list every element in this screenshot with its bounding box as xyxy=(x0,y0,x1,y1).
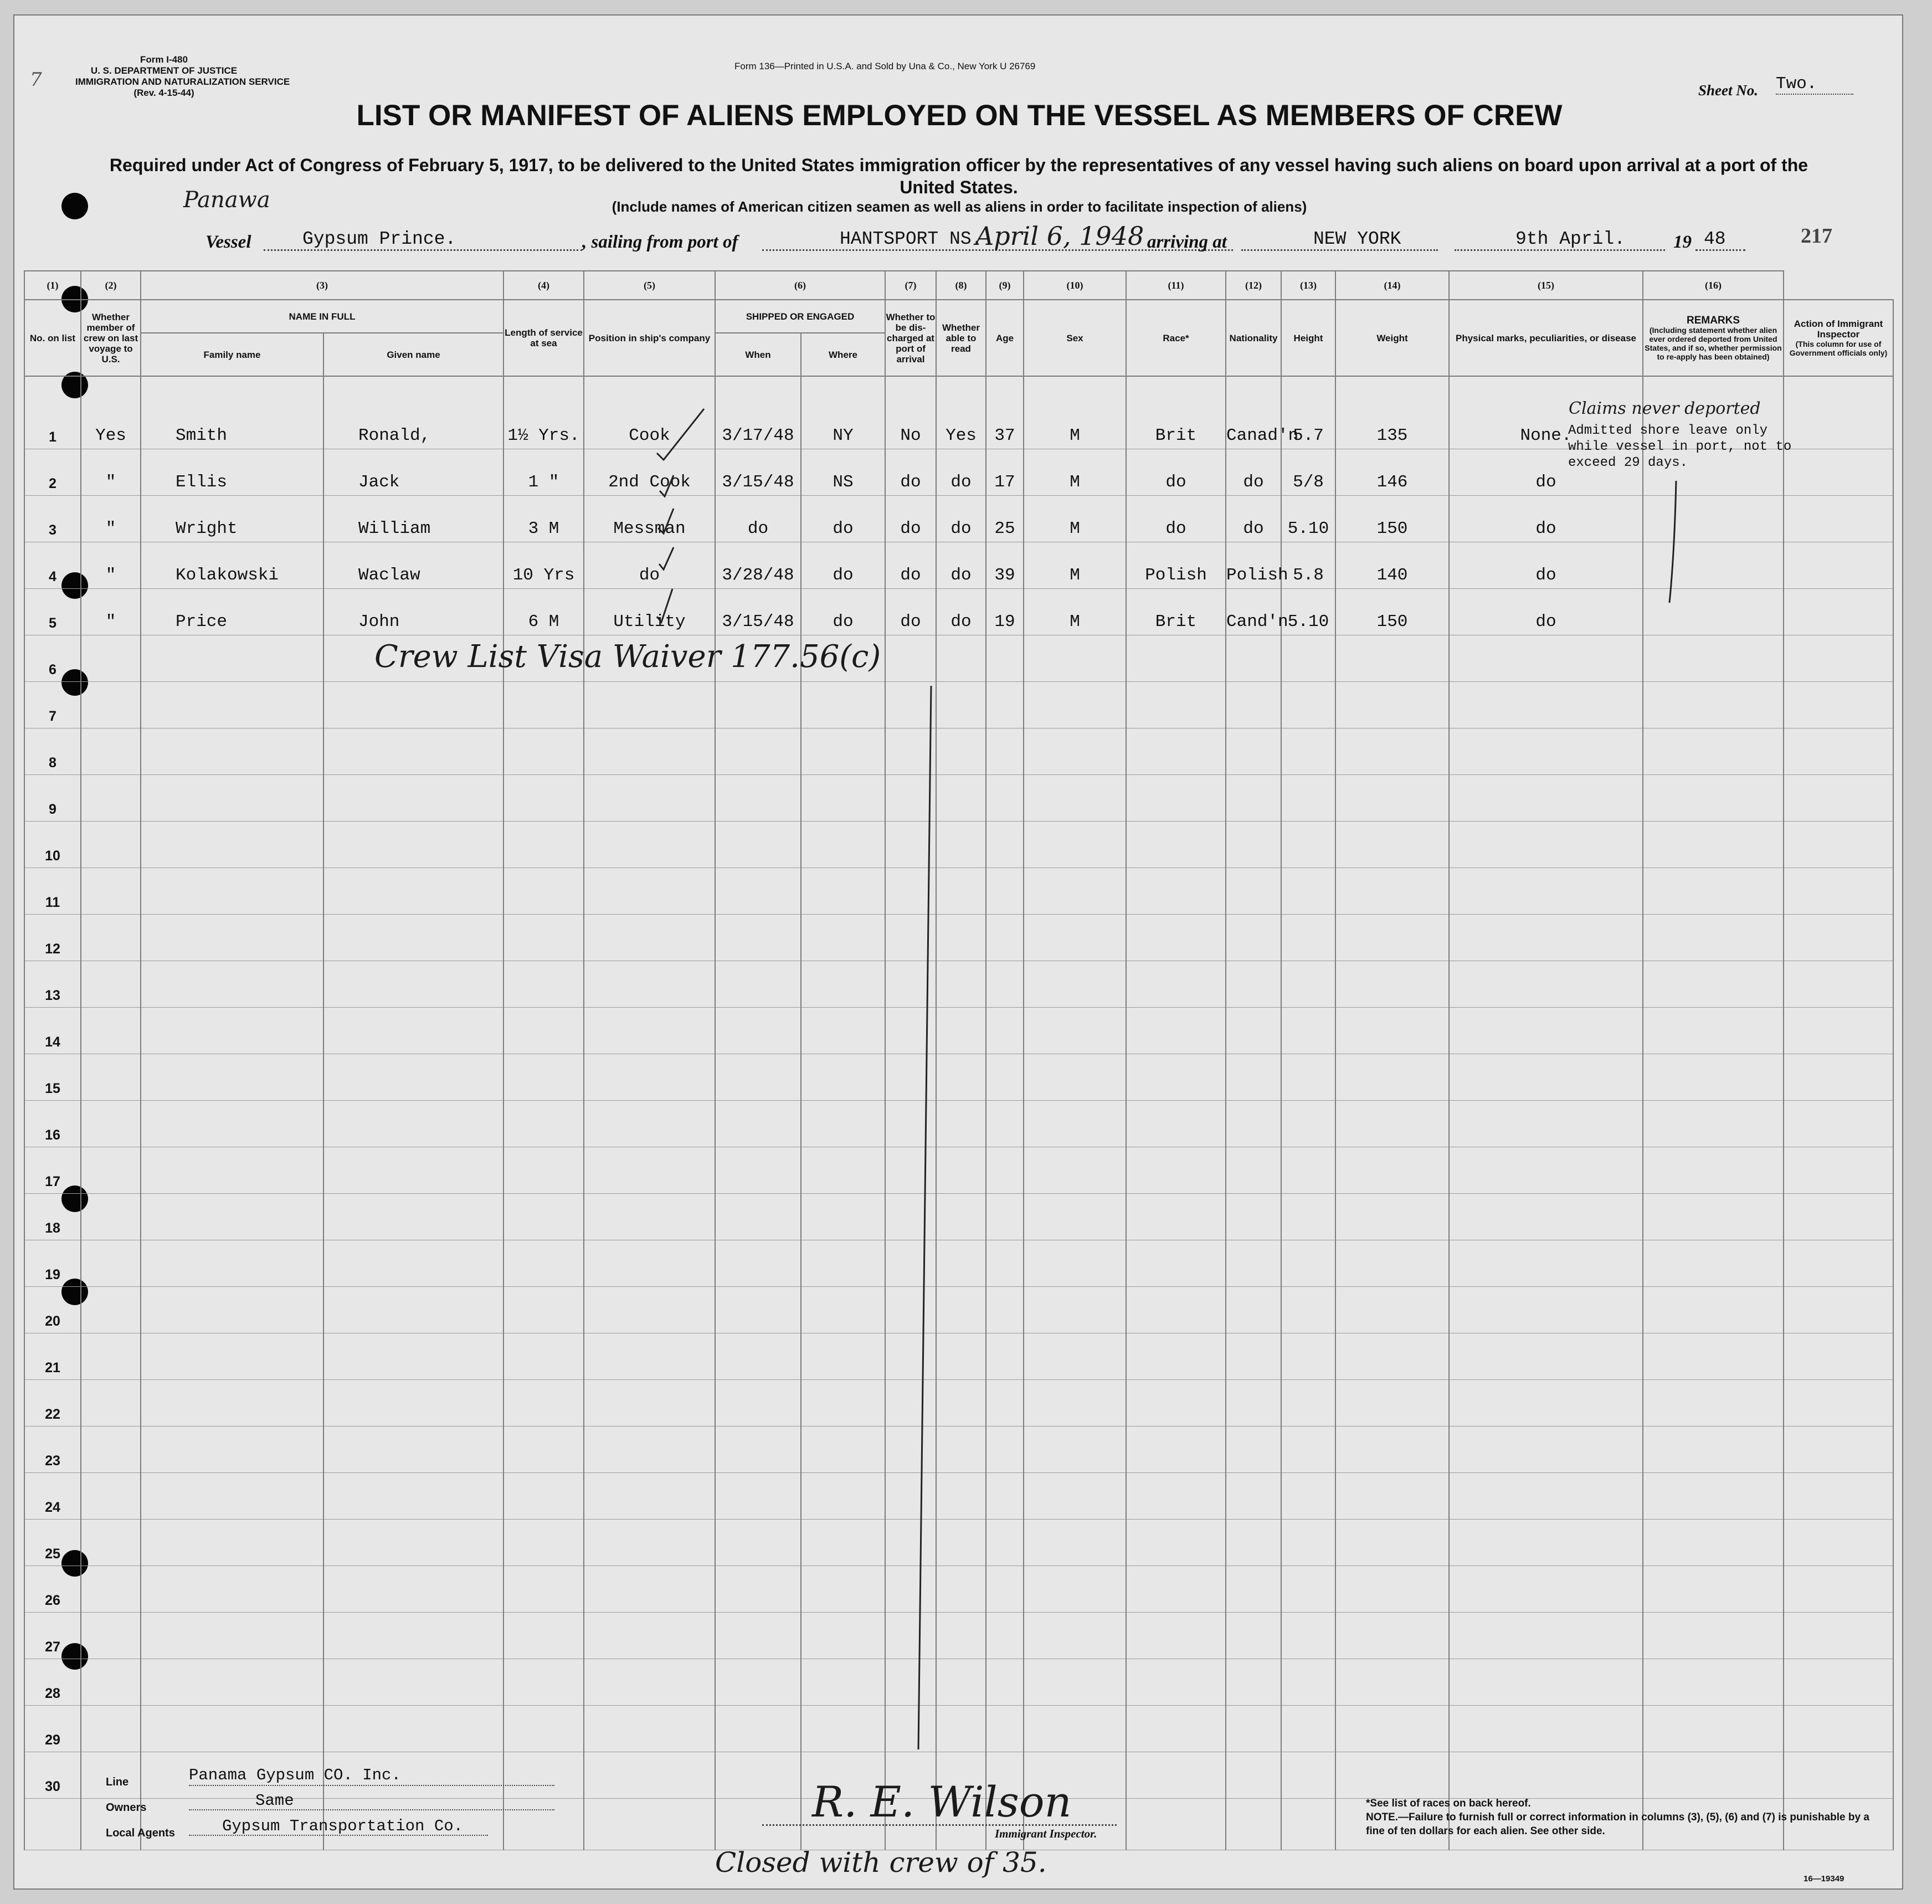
last-voyage-cell: " xyxy=(81,542,141,589)
shipped-where-cell: do xyxy=(801,496,885,542)
weight-cell: 140 xyxy=(1335,542,1449,589)
col-number: (10) xyxy=(1024,271,1126,300)
header-position: Position in ship's company xyxy=(584,300,715,376)
row-number: 14 xyxy=(24,1008,81,1054)
printer-line: Form 136—Printed in U.S.A. and Sold by Una & Co., New York U 26769 xyxy=(734,61,1036,71)
revision-date: (Rev. 4-15-44) xyxy=(133,88,194,98)
header-family-name: Family name xyxy=(141,333,323,376)
given-name-cell: Ronald, xyxy=(323,376,503,449)
sex-cell: M xyxy=(1024,589,1126,635)
sex-cell: M xyxy=(1024,376,1126,449)
owners-value: Same xyxy=(189,1792,554,1810)
arrival-date: 9th April. xyxy=(1455,229,1665,251)
form-code: 16—19349 xyxy=(1803,1874,1844,1884)
row-number: 17 xyxy=(24,1147,81,1194)
service-length-cell: 3 M xyxy=(503,496,584,542)
service-length-cell: 10 Yrs xyxy=(503,542,584,589)
race-cell: Brit xyxy=(1126,589,1226,635)
weight-cell: 150 xyxy=(1335,496,1449,542)
service-length-cell: 1½ Yrs. xyxy=(503,376,584,449)
requirement-statement: Required under Act of Congress of February 5, 1917, to be delivered to the United States immigration officer by the representatives of any vessel having such aliens on board upon arrival at a port of the United States. xyxy=(109,155,1808,197)
row-number: 2 xyxy=(24,449,81,496)
header-nationality: Nationality xyxy=(1226,300,1281,376)
action-subtitle: (This column for use of Government officials only) xyxy=(1789,340,1888,357)
row-number: 28 xyxy=(24,1659,81,1706)
header-when: When xyxy=(715,333,801,376)
height-cell: 5.10 xyxy=(1281,496,1335,542)
age-cell: 19 xyxy=(986,589,1024,635)
header-race: Race* xyxy=(1126,300,1226,376)
header-able-read: Whether able to read xyxy=(936,300,986,376)
col-number: (15) xyxy=(1449,271,1643,300)
weight-cell: 135 xyxy=(1335,376,1449,449)
col-number: (13) xyxy=(1281,271,1335,300)
position-cell: Utility xyxy=(584,589,715,635)
discharged-cell: No xyxy=(885,376,936,449)
row-number: 1 xyxy=(24,376,81,449)
vessel-name: Gypsum Prince. xyxy=(264,229,582,251)
shipped-where-cell: do xyxy=(801,542,885,589)
header-length-service: Length of service at sea xyxy=(503,300,584,376)
race-cell: Polish xyxy=(1126,542,1226,589)
weight-cell: 146 xyxy=(1335,449,1449,496)
physical-marks-cell: do xyxy=(1449,496,1643,542)
row-number: 21 xyxy=(24,1333,81,1380)
col-number: (11) xyxy=(1126,271,1226,300)
row-number: 18 xyxy=(24,1194,81,1240)
service-length-cell: 1 " xyxy=(503,449,584,496)
given-name-cell: John xyxy=(323,589,503,635)
row-number: 9 xyxy=(24,775,81,822)
penalty-note: NOTE.—Failure to furnish full or correct information in columns (3), (5), (6) and (7) is punishable by a fine of ten dollars for each alien. See other side. xyxy=(1366,1811,1869,1837)
local-agents-label: Local Agents xyxy=(106,1827,175,1839)
able-read-cell: do xyxy=(936,542,986,589)
corner-mark: 7 xyxy=(30,69,42,91)
shipped-when-cell: 3/17/48 xyxy=(715,376,801,449)
family-name-cell: Price xyxy=(141,589,323,635)
header-where: Where xyxy=(801,333,885,376)
crew-visa-waiver-note: Crew List Visa Waiver 177.56(c) xyxy=(374,639,881,675)
header-physical-marks: Physical marks, peculiarities, or disease xyxy=(1449,300,1643,376)
row-number: 13 xyxy=(24,961,81,1008)
shipped-when-cell: 3/28/48 xyxy=(715,542,801,589)
row-number: 11 xyxy=(24,868,81,915)
position-cell: Messman xyxy=(584,496,715,542)
physical-marks-cell: None. xyxy=(1449,376,1643,449)
header-shipped-engaged: SHIPPED OR ENGAGED xyxy=(715,300,885,333)
row-number: 23 xyxy=(24,1426,81,1473)
row-number: 19 xyxy=(24,1240,81,1287)
line-label: Line xyxy=(106,1776,129,1788)
discharged-cell: do xyxy=(885,589,936,635)
shipped-where-cell: do xyxy=(801,589,885,635)
sheet-number-label: Sheet No. xyxy=(1698,82,1758,99)
footer-notes xyxy=(1366,1797,1887,1838)
age-cell: 17 xyxy=(986,449,1024,496)
col-number: (9) xyxy=(986,271,1024,300)
inspector-label: Immigrant Inspector. xyxy=(995,1827,1097,1840)
year-prefix: 19 xyxy=(1673,232,1692,252)
row-number: 10 xyxy=(24,822,81,868)
discharged-cell: do xyxy=(885,496,936,542)
vessel-label: Vessel xyxy=(205,232,251,252)
header-name-in-full: NAME IN FULL xyxy=(141,300,503,333)
sailing-date-handwritten: April 6, 1948 xyxy=(975,221,1144,251)
races-note: *See list of races on back hereof. xyxy=(1366,1798,1531,1809)
col-number: (16) xyxy=(1643,271,1784,300)
col-number: (1) xyxy=(24,271,81,300)
col-number: (12) xyxy=(1226,271,1281,300)
row-number: 27 xyxy=(24,1613,81,1659)
arriving-label: arriving at xyxy=(1147,232,1227,252)
local-agents-value: Gypsum Transportation Co. xyxy=(189,1817,488,1836)
header-height: Height xyxy=(1281,300,1335,376)
physical-marks-cell: do xyxy=(1449,542,1643,589)
page-number-stamp: 217 xyxy=(1801,224,1832,248)
remarks-handwritten: Claims never deported xyxy=(1569,399,1761,418)
able-read-cell: do xyxy=(936,496,986,542)
position-cell: 2nd Cook xyxy=(584,449,715,496)
able-read-cell: do xyxy=(936,589,986,635)
row-number: 24 xyxy=(24,1473,81,1520)
col-number: (3) xyxy=(141,271,503,300)
remarks-typed: Admitted shore leave only while vessel in port, not to exceed 29 days. xyxy=(1568,423,1792,470)
row-number: 8 xyxy=(24,728,81,775)
header-age: Age xyxy=(986,300,1024,376)
sex-cell: M xyxy=(1024,542,1126,589)
col-number: (14) xyxy=(1335,271,1449,300)
last-voyage-cell: " xyxy=(81,449,141,496)
nationality-cell: do xyxy=(1226,449,1281,496)
col-number: (8) xyxy=(936,271,986,300)
row-number: 29 xyxy=(24,1706,81,1752)
closed-note: Closed with crew of 35. xyxy=(715,1846,1047,1879)
nationality-cell: Polish xyxy=(1226,542,1281,589)
last-voyage-cell: " xyxy=(81,589,141,635)
discharged-cell: do xyxy=(885,449,936,496)
row-number: 16 xyxy=(24,1101,81,1147)
remarks-subtitle: (Including statement whether alien ever ordered deported from United States, and if so, whether permission to re-apply has been obtained) xyxy=(1645,325,1782,361)
service-name: IMMIGRATION AND NATURALIZATION SERVICE xyxy=(75,76,290,87)
row-number: 22 xyxy=(24,1380,81,1426)
nationality-cell: Canad'n xyxy=(1226,376,1281,449)
row-number: 20 xyxy=(24,1287,81,1333)
col-number: (4) xyxy=(503,271,584,300)
height-cell: 5.8 xyxy=(1281,542,1335,589)
header-sex: Sex xyxy=(1024,300,1126,376)
header-last-voyage: Whether member of crew on last voyage to U.S. xyxy=(81,300,141,376)
race-cell: Brit xyxy=(1126,376,1226,449)
row-number: 3 xyxy=(24,496,81,542)
owners-label: Owners xyxy=(106,1802,147,1814)
height-cell: 5/8 xyxy=(1281,449,1335,496)
position-cell: Cook xyxy=(584,376,715,449)
row-number: 30 xyxy=(24,1752,81,1799)
row-number: 25 xyxy=(24,1520,81,1566)
signature-line xyxy=(762,1824,1117,1826)
vessel-handwritten-note: Panawa xyxy=(183,187,270,213)
shipped-when-cell: do xyxy=(715,496,801,542)
physical-marks-cell: do xyxy=(1449,449,1643,496)
remarks-title: REMARKS xyxy=(1686,314,1740,326)
header-no-on-list: No. on list xyxy=(24,300,81,376)
able-read-cell: do xyxy=(936,449,986,496)
sex-cell: M xyxy=(1024,449,1126,496)
header-discharged: Whether to be dis-charged at port of arrival xyxy=(885,300,936,376)
year-suffix: 48 xyxy=(1695,229,1745,251)
line-value: Panama Gypsum CO. Inc. xyxy=(189,1766,554,1786)
family-name-cell: Smith xyxy=(141,376,323,449)
form-number: Form I-480 xyxy=(140,54,188,65)
page-title: LIST OR MANIFEST OF ALIENS EMPLOYED ON THE VESSEL AS MEMBERS OF CREW xyxy=(356,99,1563,132)
header-weight: Weight xyxy=(1335,300,1449,376)
shipped-when-cell: 3/15/48 xyxy=(715,589,801,635)
row-number: 6 xyxy=(24,635,81,682)
header-given-name: Given name xyxy=(323,333,503,376)
race-cell: do xyxy=(1126,449,1226,496)
last-voyage-cell: " xyxy=(81,496,141,542)
last-voyage-cell: Yes xyxy=(81,376,141,449)
inspector-signature: R. E. Wilson xyxy=(812,1777,1072,1826)
age-cell: 39 xyxy=(986,542,1024,589)
race-cell: do xyxy=(1126,496,1226,542)
position-cell: do xyxy=(584,542,715,589)
given-name-cell: William xyxy=(323,496,503,542)
service-length-cell: 6 M xyxy=(503,589,584,635)
include-note: (Include names of American citizen seamen as well as aliens in order to facilitate inspection of aliens) xyxy=(612,198,1307,215)
age-cell: 25 xyxy=(986,496,1024,542)
able-read-cell: Yes xyxy=(936,376,986,449)
footer xyxy=(14,16,1902,1888)
family-name-cell: Ellis xyxy=(141,449,323,496)
sex-cell: M xyxy=(1024,496,1126,542)
height-cell: 5.10 xyxy=(1281,589,1335,635)
col-number: (2) xyxy=(81,271,141,300)
family-name-cell: Wright xyxy=(141,496,323,542)
row-number: 4 xyxy=(24,542,81,589)
col-number: (7) xyxy=(885,271,936,300)
row-number: 26 xyxy=(24,1566,81,1613)
col-number: (6) xyxy=(715,271,885,300)
sailing-label: , sailing from port of xyxy=(582,232,738,252)
row-number: 5 xyxy=(24,589,81,635)
given-name-cell: Waclaw xyxy=(323,542,503,589)
shipped-where-cell: NS xyxy=(801,449,885,496)
action-title: Action of Immigrant Inspector xyxy=(1794,319,1883,340)
height-cell: 5.7 xyxy=(1281,376,1335,449)
physical-marks-cell: do xyxy=(1449,589,1643,635)
discharged-cell: do xyxy=(885,542,936,589)
weight-cell: 150 xyxy=(1335,589,1449,635)
nationality-cell: Cand'n xyxy=(1226,589,1281,635)
row-number: 7 xyxy=(24,682,81,728)
manifest-sheet xyxy=(13,14,1903,1890)
department-name: U. S. DEPARTMENT OF JUSTICE xyxy=(90,65,238,76)
sailing-port: HANTSPORT NS. xyxy=(762,229,1233,251)
nationality-cell: do xyxy=(1226,496,1281,542)
given-name-cell: Jack xyxy=(323,449,503,496)
shipped-where-cell: NY xyxy=(801,376,885,449)
shipped-when-cell: 3/15/48 xyxy=(715,449,801,496)
family-name-cell: Kolakowski xyxy=(141,542,323,589)
age-cell: 37 xyxy=(986,376,1024,449)
row-number: 12 xyxy=(24,915,81,961)
sheet-number-value: Two. xyxy=(1776,74,1853,95)
col-number: (5) xyxy=(584,271,715,300)
row-number: 15 xyxy=(24,1054,81,1101)
arrival-port: NEW YORK xyxy=(1241,229,1438,251)
